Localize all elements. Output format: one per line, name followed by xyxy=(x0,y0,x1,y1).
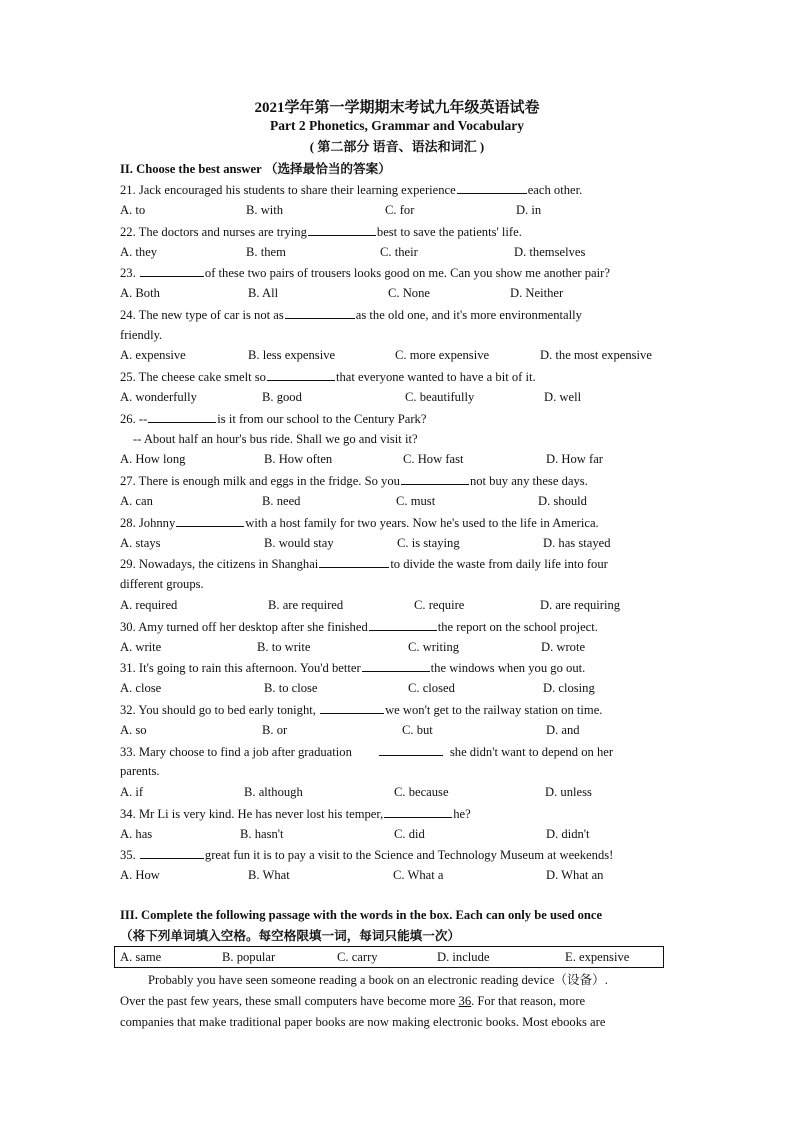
option-d[interactable]: D. should xyxy=(538,494,587,508)
option-c[interactable]: C. more expensive xyxy=(395,348,490,362)
question-21 xyxy=(120,181,582,198)
option-a[interactable]: A. so xyxy=(120,723,147,737)
option-c[interactable]: C. but xyxy=(402,723,433,737)
word-option: B. popular xyxy=(222,950,276,964)
section-2-heading-en: II. Choose the best answer xyxy=(120,162,262,176)
option-c[interactable]: C. closed xyxy=(408,681,455,695)
option-c[interactable]: C. must xyxy=(396,494,436,508)
question-26 xyxy=(120,410,426,427)
option-d[interactable]: D. themselves xyxy=(514,245,586,259)
answer-blank[interactable] xyxy=(140,846,204,859)
word-option: D. include xyxy=(437,950,490,964)
option-b[interactable]: B. All xyxy=(248,286,279,300)
option-c[interactable]: C. because xyxy=(394,785,449,799)
question-30 xyxy=(120,618,598,635)
question-text: she didn't want to depend on her xyxy=(449,745,614,759)
option-d[interactable]: D. are requiring xyxy=(540,598,621,612)
option-a[interactable]: A. How xyxy=(120,868,160,882)
option-a[interactable]: A. wonderfully xyxy=(120,390,197,404)
option-d[interactable]: D. and xyxy=(546,723,580,737)
answer-blank[interactable] xyxy=(308,223,376,236)
answer-blank[interactable] xyxy=(369,618,437,631)
question-24 xyxy=(120,306,582,323)
question-text: to divide the waste from daily life into four xyxy=(390,557,608,571)
question-text: 25. The cheese cake smelt so xyxy=(120,370,266,384)
answer-blank[interactable] xyxy=(401,472,469,485)
option-b[interactable]: B. good xyxy=(262,390,302,404)
question-22 xyxy=(120,223,522,240)
question-29 xyxy=(120,555,608,572)
option-d[interactable]: D. didn't xyxy=(546,827,590,841)
passage-line-2 xyxy=(120,993,585,1009)
answer-blank[interactable] xyxy=(140,264,204,277)
option-b[interactable]: B. or xyxy=(262,723,288,737)
option-b[interactable]: B. although xyxy=(244,785,303,799)
option-a[interactable]: A. write xyxy=(120,640,162,654)
question-text: is it from our school to the Century Park? xyxy=(217,412,427,426)
question-text: 26. -- xyxy=(120,412,148,426)
option-c[interactable]: C. None xyxy=(388,286,430,300)
option-c[interactable]: C. is staying xyxy=(397,536,460,550)
question-text: we won't get to the railway station on time. xyxy=(385,703,603,717)
option-a[interactable]: A. to xyxy=(120,203,146,217)
option-a[interactable]: A. they xyxy=(120,245,158,259)
answer-blank[interactable] xyxy=(457,181,527,194)
blank-36[interactable]: 36 xyxy=(458,994,472,1008)
question-text: of these two pairs of trousers looks good on me. Can you show me another pair? xyxy=(204,266,610,280)
word-option: E. expensive xyxy=(565,950,630,964)
question-text: 21. Jack encouraged his students to share their learning experience xyxy=(120,183,456,197)
option-b[interactable]: B. are required xyxy=(268,598,344,612)
question-text: great fun it is to pay a visit to the Science and Technology Museum at weekends! xyxy=(204,848,614,862)
question-27 xyxy=(120,472,588,489)
question-text: 23. xyxy=(120,266,136,280)
option-b[interactable]: B. them xyxy=(246,245,286,259)
option-d[interactable]: D. in xyxy=(516,203,542,217)
question-text: 32. You should go to bed early tonight, xyxy=(120,703,316,717)
answer-blank[interactable] xyxy=(176,514,244,527)
question-34 xyxy=(120,805,471,822)
section-2-heading xyxy=(120,161,391,177)
passage-text: . For that reason, more xyxy=(471,994,586,1008)
question-32 xyxy=(120,701,602,718)
question-text: 29. Nowadays, the citizens in Shanghai xyxy=(120,557,319,571)
option-b[interactable]: B. to close xyxy=(264,681,318,695)
option-b[interactable]: B. to write xyxy=(257,640,311,654)
option-d[interactable]: D. has stayed xyxy=(543,536,611,550)
option-a[interactable]: A. expensive xyxy=(120,348,186,362)
option-b[interactable]: B. How often xyxy=(264,452,333,466)
option-c[interactable]: C. their xyxy=(380,245,418,259)
question-text: with a host family for two years. Now he's used to the life in America. xyxy=(245,516,599,530)
question-text: that everyone wanted to have a bit of it. xyxy=(335,370,536,384)
question-35 xyxy=(120,846,613,863)
answer-blank[interactable] xyxy=(285,306,355,319)
option-b[interactable]: B. What xyxy=(248,868,290,882)
word-option: C. carry xyxy=(337,950,378,964)
option-d[interactable]: D. closing xyxy=(543,681,595,695)
option-d[interactable]: D. wrote xyxy=(541,640,586,654)
answer-blank[interactable] xyxy=(362,659,430,672)
question-text: 24. The new type of car is not as xyxy=(120,308,284,322)
passage-line-3: companies that make traditional paper books are now making electronic books. Most ebooks are xyxy=(120,1015,606,1029)
part-title-cn: ( 第二部分 语音、语法和词汇 ) xyxy=(309,139,485,154)
option-d[interactable]: D. How far xyxy=(546,452,604,466)
question-28 xyxy=(120,514,599,531)
option-b[interactable]: B. would stay xyxy=(264,536,334,550)
option-b[interactable]: B. need xyxy=(262,494,301,508)
section-3-heading: III. Complete the following passage with the words in the box. Each can only be used once xyxy=(120,908,603,922)
question-25 xyxy=(120,368,536,385)
word-box xyxy=(114,946,664,968)
question-text: not buy any these days. xyxy=(469,474,588,488)
answer-blank[interactable] xyxy=(379,743,443,756)
question-text: 34. Mr Li is very kind. He has never lost his temper, xyxy=(120,807,384,821)
question-text: 27. There is enough milk and eggs in the fridge. So you xyxy=(120,474,400,488)
answer-blank[interactable] xyxy=(320,701,384,714)
option-d[interactable]: D. unless xyxy=(545,785,592,799)
option-b[interactable]: B. less expensive xyxy=(248,348,336,362)
option-c[interactable]: C. beautifully xyxy=(405,390,475,404)
question-23 xyxy=(120,264,610,281)
option-a[interactable]: A. stays xyxy=(120,536,161,550)
option-a[interactable]: A. has xyxy=(120,827,153,841)
answer-blank[interactable] xyxy=(148,410,216,423)
option-b[interactable]: B. hasn't xyxy=(240,827,284,841)
question-26-reply: -- About half an hour's bus ride. Shall we go and visit it? xyxy=(133,432,418,446)
option-c[interactable]: C. for xyxy=(385,203,415,217)
question-text: 22. The doctors and nurses are trying xyxy=(120,225,307,239)
option-d[interactable]: D. Neither xyxy=(510,286,564,300)
answer-blank[interactable] xyxy=(267,368,335,381)
question-text: 30. Amy turned off her desktop after she finished xyxy=(120,620,368,634)
question-24-cont: friendly. xyxy=(120,328,163,342)
question-31 xyxy=(120,659,585,676)
option-c[interactable]: C. What a xyxy=(393,868,444,882)
option-b[interactable]: B. with xyxy=(246,203,284,217)
question-33 xyxy=(120,743,613,760)
question-33-cont: parents. xyxy=(120,764,160,778)
question-text: 28. Johnny xyxy=(120,516,176,530)
word-option: A. same xyxy=(120,950,162,964)
option-c[interactable]: C. writing xyxy=(408,640,460,654)
question-text: the windows when you go out. xyxy=(430,661,586,675)
question-text: each other. xyxy=(527,183,583,197)
option-a[interactable]: A. required xyxy=(120,598,178,612)
question-text: best to save the patients' life. xyxy=(376,225,522,239)
option-a[interactable]: A. How long xyxy=(120,452,186,466)
answer-blank[interactable] xyxy=(319,555,389,568)
option-a[interactable]: A. can xyxy=(120,494,153,508)
option-a[interactable]: A. close xyxy=(120,681,162,695)
option-c[interactable]: C. did xyxy=(394,827,425,841)
question-text: he? xyxy=(453,807,471,821)
option-c[interactable]: C. How fast xyxy=(403,452,464,466)
option-d[interactable]: D. well xyxy=(544,390,582,404)
part-title: Part 2 Phonetics, Grammar and Vocabulary xyxy=(270,118,524,133)
option-d[interactable]: D. What an xyxy=(546,868,604,882)
passage-text: Over the past few years, these small computers have become more xyxy=(120,994,456,1008)
option-a[interactable]: A. if xyxy=(120,785,144,799)
question-29-cont: different groups. xyxy=(120,577,204,591)
answer-blank[interactable] xyxy=(384,805,452,818)
question-text: 35. xyxy=(120,848,136,862)
section-2-heading-cn: （选择最恰当的答案） xyxy=(264,162,391,176)
option-c[interactable]: C. require xyxy=(414,598,465,612)
question-text: 31. It's going to rain this afternoon. You'd better xyxy=(120,661,361,675)
question-text: 33. Mary choose to find a job after graduation xyxy=(120,745,352,759)
section-3-heading-cn: （将下列单词填入空格。每空格限填一词，每词只能填一次） xyxy=(120,929,461,943)
option-a[interactable]: A. Both xyxy=(120,286,160,300)
passage-line-1: Probably you have seen someone reading a book on an electronic reading device（设备）. xyxy=(148,973,608,987)
exam-title: 2021学年第一学期期末考试九年级英语试卷 xyxy=(254,100,540,116)
option-d[interactable]: D. the most expensive xyxy=(540,348,652,362)
question-text: as the old one, and it's more environmentally xyxy=(355,308,582,322)
question-text: the report on the school project. xyxy=(437,620,598,634)
